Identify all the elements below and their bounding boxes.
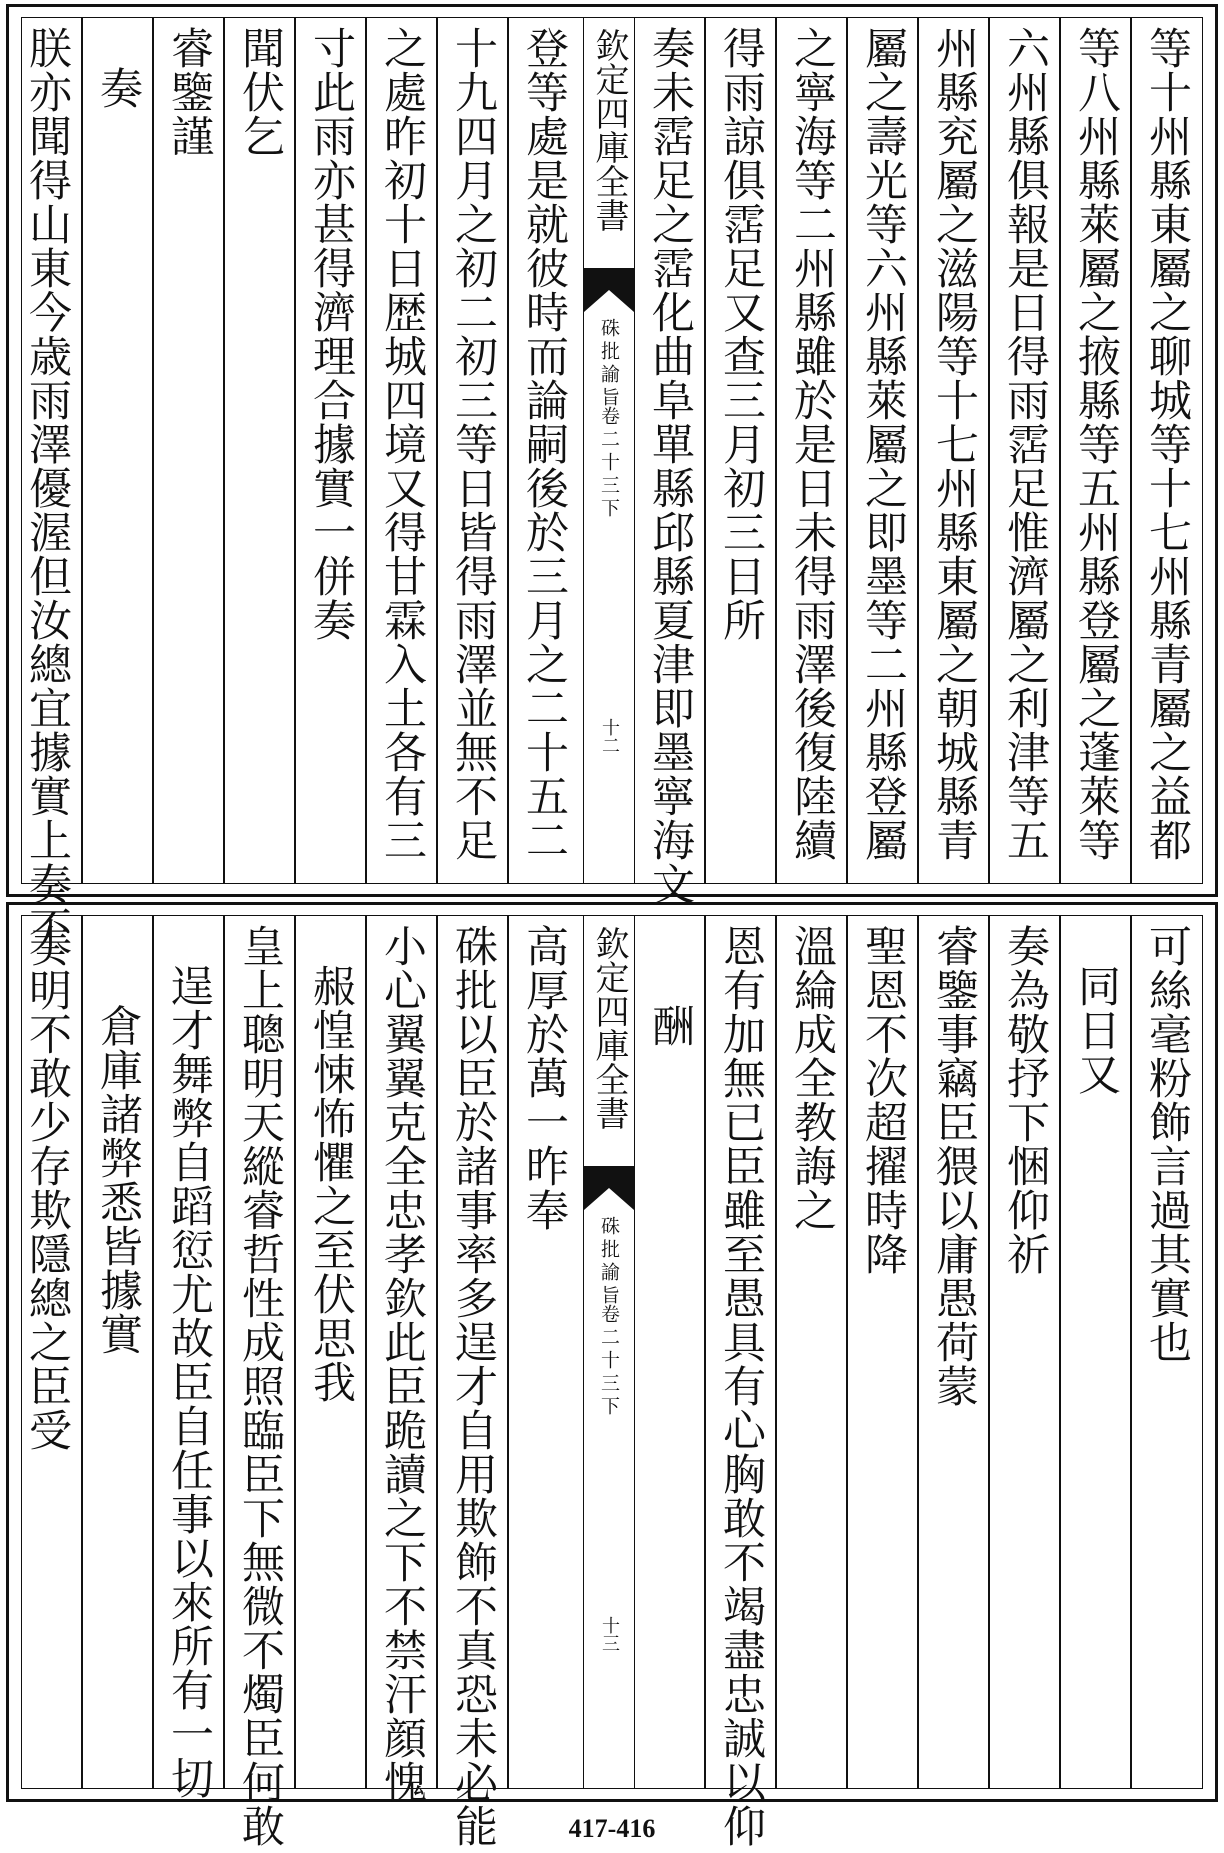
column-text: 逞才舞弊自蹈愆尤故臣自任事以來所有一切 — [164, 964, 214, 1800]
center-fold — [583, 18, 635, 883]
column-rule — [1130, 916, 1132, 1788]
column-text: 之處昨初十日歴城四境又得甘霖入土各有三 — [377, 26, 427, 862]
column-text: 等十州縣東屬之聊城等十七州縣青屬之益都 — [1142, 26, 1192, 862]
column-text: 十九四月之初二初三等日皆得雨澤並無不足 — [448, 26, 498, 862]
column-rule — [365, 916, 367, 1788]
book-title: 欽定四庫全書 — [589, 28, 629, 232]
text-column — [509, 924, 579, 1780]
column-text: 州縣兖屬之滋陽等十七州縣東屬之朝城縣青 — [929, 26, 979, 862]
text-column — [367, 924, 437, 1804]
column-text: 聖恩不次超擢時降 — [858, 924, 908, 1276]
column-text: 奏未霑足之霑化曲阜單縣邱縣夏津即墨寧海文 — [645, 26, 695, 906]
column-text: 六州縣俱報是日得雨霑足惟濟屬之利津等五 — [1000, 26, 1050, 862]
text-column — [848, 924, 918, 1780]
text-column — [990, 26, 1060, 875]
column-rule — [365, 18, 367, 883]
column-rule — [81, 916, 83, 1788]
text-column — [1061, 26, 1131, 875]
book-subtitle: 硃批諭旨 — [598, 318, 620, 410]
text-column — [83, 924, 153, 1780]
text-column — [225, 924, 295, 1848]
page-number: 十二 — [599, 718, 620, 754]
column-rule — [846, 916, 848, 1788]
column-rule — [294, 18, 296, 883]
text-column — [706, 26, 776, 875]
text-column — [367, 26, 437, 875]
column-text: 赧惶悚怖懼之至伏思我 — [306, 964, 356, 1404]
volume-label: 卷二十三下 — [598, 1304, 620, 1419]
text-column — [12, 924, 82, 1780]
page-footer-label: 417-416 — [568, 1814, 656, 1843]
column-text: 之寧海等二州縣雖於是日未得雨澤後復陸續 — [787, 26, 837, 862]
text-column — [154, 26, 224, 875]
column-rule — [223, 916, 225, 1788]
text-column — [509, 26, 579, 875]
column-rule — [846, 18, 848, 883]
text-column — [635, 924, 705, 1780]
column-text: 朕亦聞得山東今歳雨澤優渥但汝總宜據實上奏不 — [22, 26, 72, 950]
volume-label: 卷二十三下 — [598, 406, 620, 521]
column-text: 同日又 — [1071, 964, 1121, 1096]
column-rule — [988, 18, 990, 883]
column-rule — [1059, 916, 1061, 1788]
column-text: 聞伏乞 — [235, 26, 285, 158]
top-page-text-area — [21, 17, 1203, 950]
column-text: 奏明不敢少存欺隱總之臣受 — [22, 924, 72, 1452]
column-text: 登等處是就彼時而論嗣後於三月之二十五二 — [519, 26, 569, 862]
text-column — [706, 924, 776, 1848]
column-rule — [988, 916, 990, 1788]
text-column — [1132, 26, 1202, 875]
text-column — [919, 26, 989, 875]
text-column — [296, 924, 366, 1780]
text-column — [990, 924, 1060, 1780]
text-column — [777, 924, 847, 1780]
column-rule — [223, 18, 225, 883]
text-column — [225, 26, 295, 875]
column-text: 睿鑒謹 — [164, 26, 214, 158]
column-rule — [775, 916, 777, 1788]
text-column — [635, 26, 705, 906]
column-rule — [507, 916, 509, 1788]
column-rule — [1059, 18, 1061, 883]
column-rule — [81, 18, 83, 883]
book-subtitle: 硃批諭旨 — [598, 1216, 620, 1308]
book-title: 欽定四庫全書 — [589, 926, 629, 1130]
center-fold — [583, 916, 635, 1788]
column-text: 倉庫諸弊悉皆據實 — [93, 1004, 143, 1356]
column-text: 高厚於萬一昨奉 — [519, 924, 569, 1232]
column-text: 寸此雨亦甚得濟理合據實一併奏 — [306, 26, 356, 642]
column-rule — [507, 18, 509, 883]
page-number: 十三 — [599, 1616, 620, 1652]
column-rule — [775, 18, 777, 883]
text-column — [83, 26, 153, 875]
column-text: 皇上聰明天縱睿哲性成照臨臣下無微不燭臣何敢 — [235, 924, 285, 1848]
column-rule — [152, 18, 154, 883]
column-rule — [917, 916, 919, 1788]
text-column — [296, 26, 366, 875]
column-text: 屬之壽光等六州縣萊屬之即墨等二州縣登屬 — [858, 26, 908, 862]
text-column — [777, 26, 847, 875]
column-rule — [704, 18, 706, 883]
column-rule — [152, 916, 154, 1788]
column-rule — [1130, 18, 1132, 883]
column-text: 硃批以臣於諸事率多逞才自用欺飾不真恐未必能 — [448, 924, 498, 1848]
text-column — [12, 26, 82, 950]
column-text: 小心翼翼克全忠孝欽此臣跪讀之下不禁汗顔愧 — [377, 924, 427, 1804]
column-rule — [294, 916, 296, 1788]
text-column — [438, 26, 508, 875]
text-column — [919, 924, 989, 1780]
column-rule — [436, 916, 438, 1788]
column-rule — [436, 18, 438, 883]
text-column — [1132, 924, 1202, 1780]
column-text: 奏 — [93, 66, 143, 110]
column-text: 可絲毫粉飾言過其實也 — [1142, 924, 1192, 1364]
column-text: 溫綸成全教誨之 — [787, 924, 837, 1232]
column-text: 得雨諒俱霑足又查三月初三日所 — [716, 26, 766, 642]
column-text: 睿鑒事竊臣猥以庸愚荷蒙 — [929, 924, 979, 1408]
text-column — [438, 924, 508, 1848]
fish-tail-mark-icon — [584, 268, 634, 312]
fish-tail-mark-icon — [584, 1166, 634, 1210]
column-text: 奏為敬抒下悃仰祈 — [1000, 924, 1050, 1276]
text-column — [848, 26, 918, 875]
column-text: 恩有加無已臣雖至愚具有心胸敢不竭盡忠誠以仰 — [716, 924, 766, 1848]
column-text: 酬 — [645, 1004, 695, 1048]
column-rule — [704, 916, 706, 1788]
top-page-frame — [6, 4, 1218, 950]
text-column — [1061, 924, 1131, 1780]
text-column — [154, 924, 224, 1800]
column-text: 等八州縣萊屬之掖縣等五州縣登屬之蓬萊等 — [1071, 26, 1121, 862]
column-rule — [917, 18, 919, 883]
